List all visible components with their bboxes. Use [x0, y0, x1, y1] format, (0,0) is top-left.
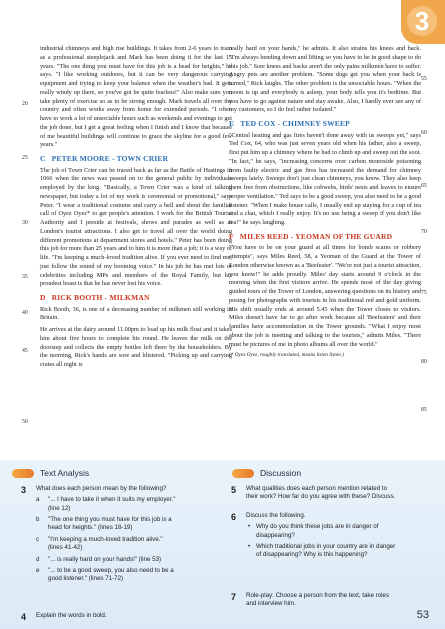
- exercise-3-item: [36, 536, 216, 553]
- footnote: (* Oyez Oyez, roughly translated, means listen listen.): [229, 352, 344, 359]
- item-text: good listener." (lines 71-72): [48, 575, 124, 583]
- bullet-text: • Which traditional jobs in your country are in danger: [256, 543, 396, 551]
- unit-tab: [401, 0, 445, 44]
- article-paragraph: really hard on your hands," he admits. It also strains his knees and back. "I'm always bending down and lifting so you have to be in good shape to do this job." Sore knees and backs aren't the only pains milkmen have to suffer. Angry pets are another problem. "Some dogs get you when your back is turned," Rick laughs. The other problem is the unsociable hours. "When the moon is up and everybody is asleep, your body tells you it's bedtime. But you have to go against nature and stay awake. Also, I hardly ever see any of my customers, so I do feel rather isolated.": [229, 45, 421, 114]
- section-title: PETER MOORE - TOWN CRIER: [51, 154, 169, 163]
- section-letter: E: [229, 119, 235, 128]
- line-number: 65: [421, 183, 427, 189]
- article-body: [16, 45, 427, 460]
- exercise-3: 3 What does each person mean by the following? a "... I have to take it when it suits my employer." (line 12) b "The one thing you must have for this job is a head for heights." (lines 18-19) c "I'm keeping a much-loved tradition alive." (lines 41-42) d "... is really hard on your hands!" (line 53) e "... to be a good sweep, you also need to be a good listener." (lines 71-72): [36, 485, 216, 584]
- exercise-3-items: [36, 496, 216, 583]
- exercise-5: 5 What qualities does each person mention related to their work? How far do you agree with these? Discuss.: [231, 485, 396, 501]
- article-paragraph: Rick Booth, 36, is one of a decreasing number of milkmen still working in Britain.: [40, 305, 232, 322]
- exercise-6: 6 Discuss the following. • Why do you think these jobs are in danger of disappearing? • Which traditional jobs in your country are in danger of disappearing? Why is this happening?: [246, 512, 432, 560]
- article-paragraph: "You have to be on your guard at all times for bomb scares or robbery attempts", says Miles Reed, 58, a Yeoman of the Guard at the Tower of London otherwise known as a 'Beefeater'. "We're not just a tourist attraction, you know!" he adds proudly. Miles' day starts around 9 o'clock in the morning when the first visitors arrive. He spends most of the day giving guided tours of the Tower of London, answering questions on its history and posing for photographs with tourists in his traditional red and gold uniform. His shift usually ends at around 5.45 when the Tower closes to visitors. Miles doesn't have far to go after work because all 'Beefeaters' and their families have accommodation in the Tower grounds. "What I enjoy most about the job is meeting and talking to the tourists," admits Miles. "There must be pictures of me in photo albums all over the world.": [229, 244, 421, 348]
- line-number: 80: [421, 359, 427, 365]
- section-letter: F: [229, 231, 234, 241]
- section-heading: [40, 293, 232, 304]
- line-number: 40: [22, 310, 28, 316]
- article-left-column: [40, 45, 235, 373]
- line-number: 75: [421, 290, 427, 296]
- item-letter: d: [36, 555, 40, 563]
- article-paragraph: "Central heating and gas fires haven't done away with us sweeps yet," says Ted Cox, 64, who was just seven years old when his father, also a sweep, first put him up a chimney where he had to climb up and sweep out the soot. "In fact," he says, "increasing concerns over carbon monoxide poisoning from faulty electric and gas fires has increased the demand for chimney sweeps lately. Sweeps don't just clean chimneys, you know. They also keep them free from obstructions, like cobwebs, birds' nests and leaves to ensure proper ventilation." Ted says to be a good sweep, you also need to be a good listener. "When I make house calls, I usually end up staying for a cup of tea and a chat, which I really enjoy. It's no use being a sweep if you don't like tea!" he says laughing.: [229, 131, 421, 226]
- line-number: 55: [421, 76, 427, 82]
- exercise-7: 7 Role-play: Choose a person from the text, take roles and interview him.: [231, 592, 390, 608]
- exercise-6-bullet: [246, 523, 432, 540]
- section-letter: C: [40, 154, 46, 163]
- article-paragraph: He arrives at the dairy around 11.00pm to load up his milk float and it takes him about five hours to complete his round. He leaves the milk on the doorstep and collects the empty bottles left there by the householders. By the morning, Rick's hands are sore and blistered. "Picking up and carrying crates all night is: [40, 326, 232, 368]
- item-letter: b: [36, 516, 40, 524]
- exercise-3-item: [36, 567, 216, 584]
- line-number: 85: [421, 407, 427, 413]
- section-letter: D: [40, 293, 46, 302]
- text-analysis-heading: Text Analysis: [12, 468, 89, 478]
- section-heading: [40, 154, 232, 165]
- section-heading: [229, 119, 421, 130]
- discussion-heading: Discussion: [232, 468, 301, 478]
- exercise-6-prompt: Discuss the following.: [246, 512, 306, 519]
- bullet-text: • Why do you think these jobs are in danger of: [256, 523, 379, 531]
- exercise-3-item: [36, 516, 216, 533]
- line-number: 20: [22, 101, 28, 107]
- item-text: "The one thing you must have for this job is a: [48, 516, 172, 524]
- item-text: "... I have to take it when it suits my employer.": [48, 496, 176, 504]
- bullet-text: disappearing?: [256, 531, 295, 539]
- orange-pill-icon: [232, 469, 254, 478]
- exercise-6-bullets: [246, 523, 432, 559]
- item-letter: e: [36, 566, 40, 574]
- orange-pill-icon: [12, 469, 34, 478]
- exercise-3-prompt: What does each person mean by the following?: [36, 485, 167, 492]
- section-title: MILES REED - YEOMAN OF THE GUARD: [239, 231, 393, 241]
- exercise-3-item: [36, 556, 216, 564]
- section-heading: [229, 232, 421, 243]
- line-number: 50: [22, 419, 28, 425]
- page-number: 53: [416, 609, 429, 621]
- line-number: 30: [22, 220, 28, 226]
- item-text: (lines 41-42): [48, 544, 83, 552]
- exercise-6-bullet: [246, 543, 432, 560]
- bullet-text: of disappearing? Why is this happening?: [256, 551, 368, 559]
- item-text: "... to be a good sweep, you also need to be a: [48, 566, 174, 574]
- item-text: "... is really hard on your hands!" (line 53): [48, 555, 162, 563]
- section-title: TED COX - CHIMNEY SWEEP: [240, 119, 350, 128]
- item-text: (line 12): [48, 504, 71, 512]
- exercise-4-prompt: Explain the words in bold.: [36, 612, 107, 619]
- line-number: 45: [22, 348, 28, 354]
- article-right-column: [229, 45, 421, 363]
- item-text: "I'm keeping a much-loved tradition alive.": [48, 535, 163, 543]
- exercise-3-item: [36, 496, 216, 513]
- line-number: 25: [22, 155, 28, 161]
- unit-number: 3: [407, 6, 437, 36]
- item-text: head for heights." (lines 18-19): [48, 524, 133, 532]
- article-paragraph: industrial chimneys and high rise buildings. It takes from 2-6 years to train as a professional steeplejack and Mark has been doing it for the last 15 years. "The one thing you must have for this job is a head for heights," he says. "I like working outdoors, but it can be very dangerous carrying equipment and trying to keep your balance when the weather's bad. It gets really windy up there, so you've got be quite fearless!" Also make sure you take plenty of exercise so as to be strong enough. Mark travels all over the country and often works away from home for extended periods. "I often have to work a lot of unsociable hours such as weekends and evenings to get the job done, but I get a great feeling when I finish and I know that because of me beautiful buildings will continue to grace the skyline for a good few years.": [40, 45, 232, 149]
- item-letter: c: [36, 535, 40, 543]
- line-number: 60: [421, 130, 427, 136]
- line-number: 70: [421, 229, 427, 235]
- line-number: 35: [22, 274, 28, 280]
- exercise-4: 4 Explain the words in bold.: [36, 612, 216, 620]
- exercises-panel: [0, 460, 445, 629]
- item-letter: a: [36, 496, 40, 504]
- section-title: RICK BOOTH - MILKMAN: [51, 293, 150, 302]
- article-paragraph: The job of Town Crier can be traced back as far as the Battle of Hastings in 1066 when the news was passed on to the general public by individuals employed by the king. "Basically, a Town Crier was a kind of talking newspaper, but today a lot of my work is ceremonial or promotional," says Peter. "I wear a traditional costume and carry a bell and shout the familiar call of Oyez Oyez* to get people's attention. I work for the British Tourist Authority and I preside at festivals, shows and parades as well as at London's tourist attractions. I also get to travel all over the world doing different promotions at department stores and hotels." Peter has been doing this job for more than 25 years and to him it is more than a job; it is a way of life. "I'm keeping a much-loved tradition alive. If you ever need to find me, just follow the sound of my booming voice." In his job he has met lots of celebrities including MPs and members of the Royal Family, but his proudest boast is that he has never lost his voice.: [40, 166, 232, 288]
